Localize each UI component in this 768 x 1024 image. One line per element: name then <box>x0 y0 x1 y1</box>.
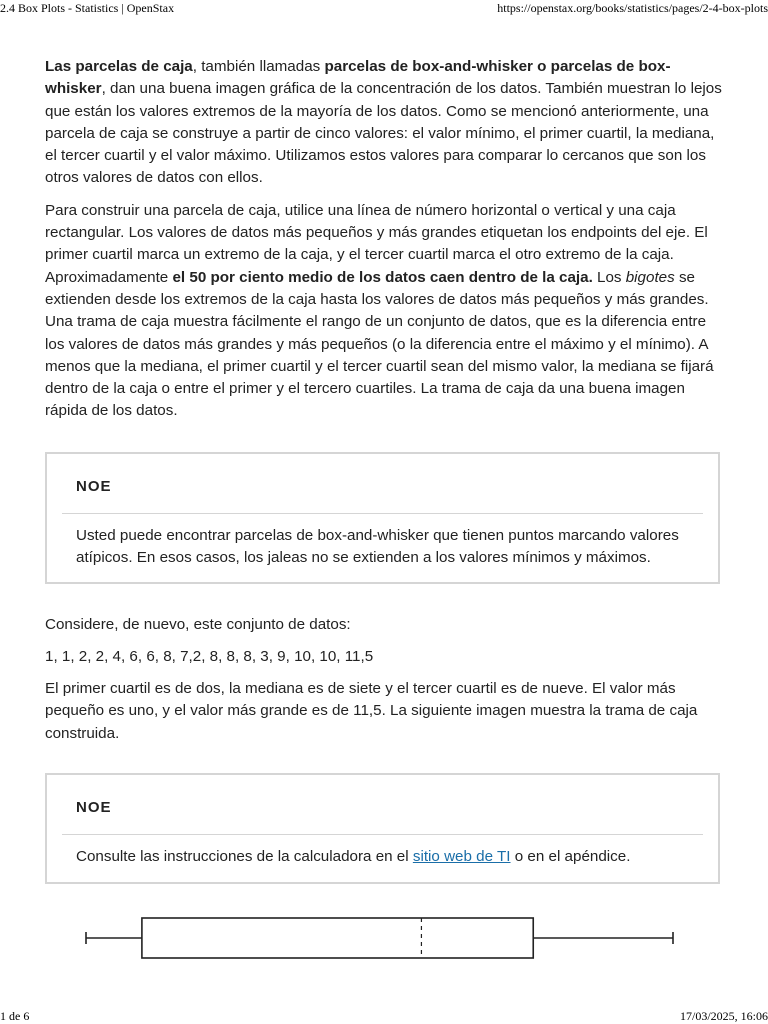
interquartile-box <box>142 918 533 958</box>
emphasis-middle-50: el 50 por ciento medio de los datos caen dentro de la caja. <box>172 268 593 286</box>
consider-text: Considere, de nuevo, este conjunto de datos: <box>45 616 351 633</box>
term-whiskers: bigotes <box>625 268 675 286</box>
dataset-values: 1, 1, 2, 2, 4, 6, 6, 8, 7,2, 8, 8, 8, 3, 9, 10, 10, 11,5 <box>45 648 374 665</box>
note-text: Usted puede encontrar parcelas de box-and-whisker que tienen puntos marcando valores atípicos. En esos casos, los jaleas no se extienden a los valores mínimos y máximos. <box>76 527 679 567</box>
text-segment: o en el apéndice. <box>510 848 631 865</box>
print-footer-datetime: 17/03/2025, 16:06 <box>679 1009 768 1023</box>
term-box-whisker: parcelas de box-and-whisker o parcelas de box-whisker <box>45 58 671 98</box>
print-header-url: https://openstax.org/books/statistics/pages/2-4-box-plots <box>497 1 768 15</box>
text-segment: , también llamadas <box>192 58 325 75</box>
term-box-plots: Las parcelas de caja <box>45 58 193 75</box>
paragraph-intro <box>45 56 723 190</box>
text-segment: , dan una buena imagen gráfica de la concentración de los datos. También muestran lo lejos que están los valores extremos de la mayoría de los datos. Como se mencionó anteriormente, una parcela de caja se construye a partir de cinco valores: el valor mínimo, el primer cuartil, la mediana, el tercer cuartil y el valor máximo. Utilizamos estos valores para comparar lo cercanos que son los otros valores de datos con ellos. <box>45 80 722 187</box>
note-divider <box>62 834 703 835</box>
text-segment: Consulte las instrucciones de la calculadora en el <box>76 848 413 865</box>
paragraph-construction <box>45 200 723 423</box>
print-footer-page: 1 de 6 <box>0 1009 30 1023</box>
quartiles-text: El primer cuartil es de dos, la mediana es de siete y el tercer cuartil es de nueve. El valor más pequeño es uno, y el valor más grande es de 11,5. La siguiente imagen muestra la trama de caja construida. <box>45 680 698 742</box>
note-title: NOE <box>76 799 112 816</box>
text-segment: Para construir una parcela de caja, utilice una línea de número horizontal o vertical y una caja rectangular. Los valores de datos más pequeños y más grandes etiquetan los endpoints del eje. El primer cuartil marca un extremo de la caja, y el tercer cuartil marca el otro extremo de la caja. Aproximadamente <box>45 201 708 286</box>
note-title: NOE <box>76 478 112 495</box>
note-text <box>76 846 688 868</box>
text-segment: Los <box>592 268 626 286</box>
ti-website-link[interactable]: sitio web de TI <box>412 848 511 865</box>
note-outliers <box>45 452 720 584</box>
main-content <box>45 56 723 433</box>
box-plot-figure <box>0 900 768 980</box>
print-header-title: 2.4 Box Plots - Statistics | OpenStax <box>0 1 175 15</box>
note-calculator <box>45 773 720 884</box>
print-footer <box>0 1008 768 1024</box>
print-header <box>0 0 768 18</box>
text-segment: se extienden desde los extremos de la caja hasta los valores de datos más pequeños y más grandes. Una trama de caja muestra fácilmente el rango de un conjunto de datos, que es la diferencia entre los valores de datos más grandes y más pequeños (o la diferencia entre el máximo y el mínimo). A menos que la mediana, el primer cuartil y el tercer cuartil sean del mismo valor, la mediana se fijará dentro de la caja o entre el primer y el tercero cuartiles. La trama de caja da una buena imagen rápida de los datos. <box>45 268 714 420</box>
note-divider <box>62 513 703 514</box>
